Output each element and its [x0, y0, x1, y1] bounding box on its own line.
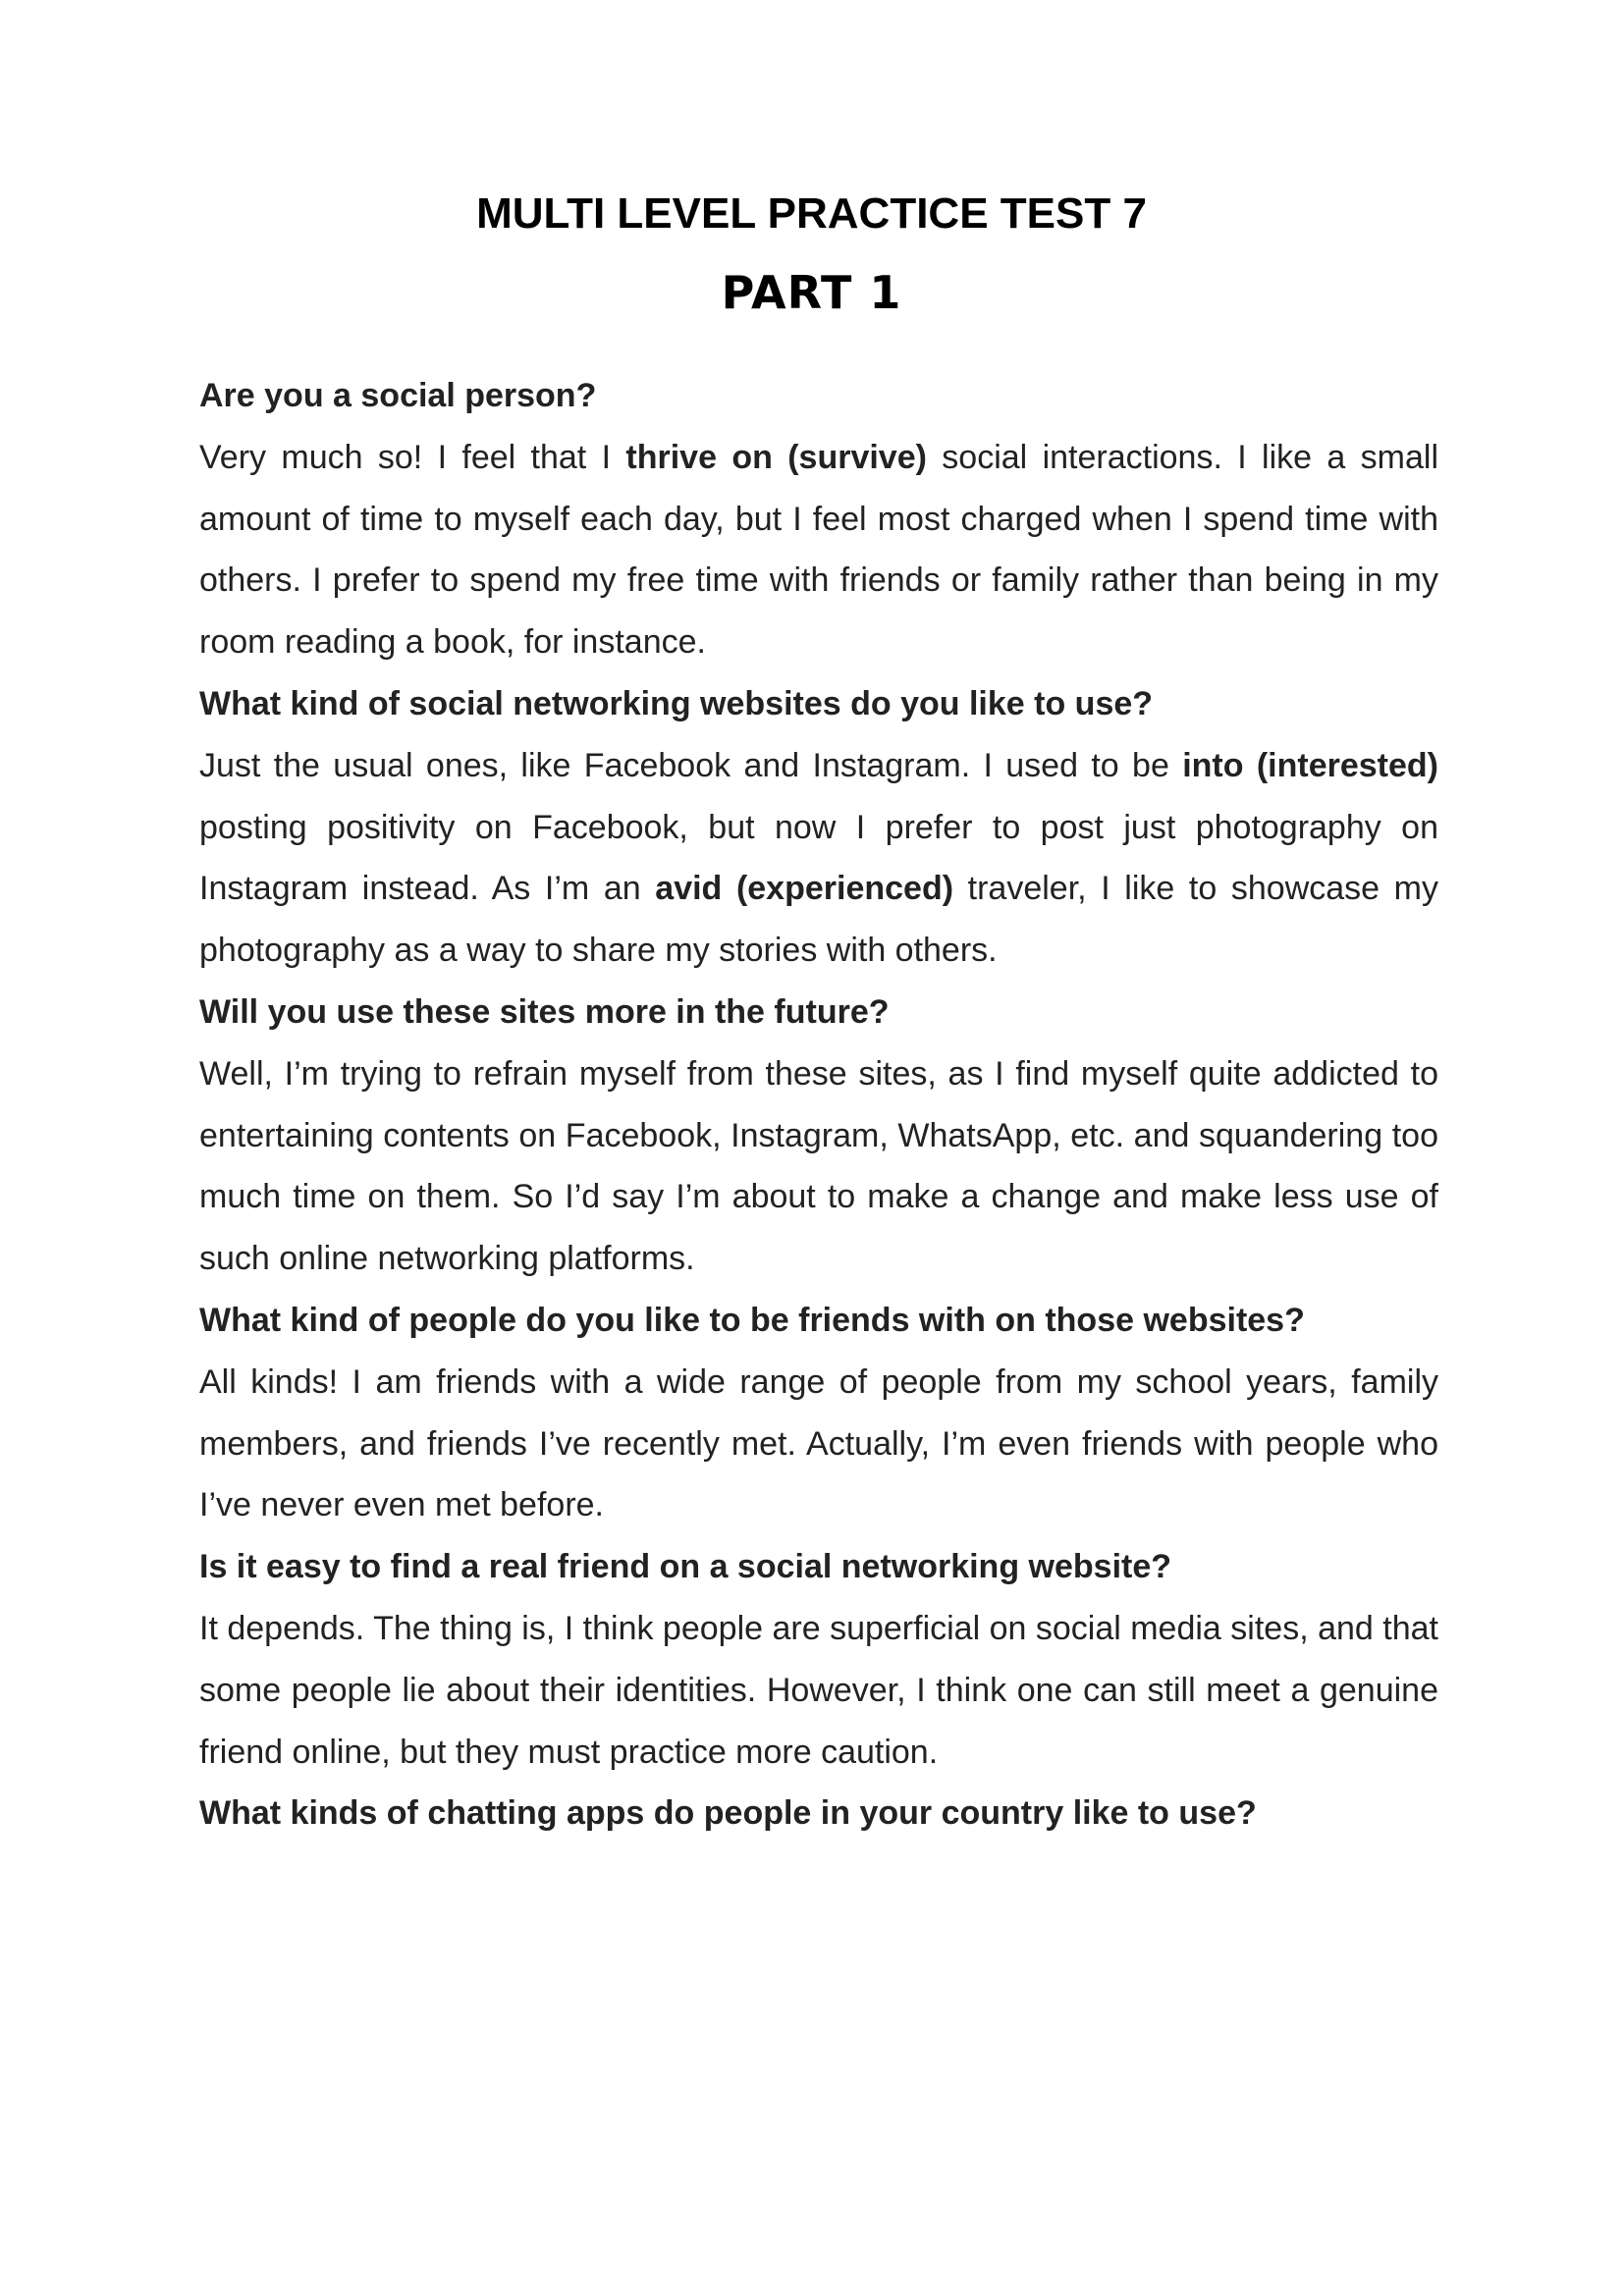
question-4: What kind of people do you like to be friends with on those websites?	[199, 1301, 1305, 1339]
question-3: Will you use these sites more in the future?	[199, 992, 890, 1031]
vocabulary-highlight: avid (experienced)	[655, 870, 954, 908]
answer-text: traveler, I like to showcase my photography as a way to share my stories with others.	[199, 870, 1439, 970]
answer-3	[199, 1043, 1438, 1290]
question-5: Is it easy to find a real friend on a social networking website?	[199, 1548, 1172, 1586]
answer-text: posting positivity on Facebook, but now I prefer to post just photography on Instagram instead. As I’m an	[199, 808, 1438, 908]
answer-text: It depends. The thing is, I think people are superficial on social media sites, and that some people lie about their identities. However, I think one can still meet a genuine friend online, but they must practice more caution.	[199, 1609, 1438, 1771]
vocabulary-highlight: into (interested)	[1182, 746, 1438, 784]
answer-text: social interactions. I like a small amount of time to myself each day, but I feel most charged when I spend time with others. I prefer to spend my free time with friends or family rather than being in my room reading a book, for instance.	[199, 438, 1438, 662]
part-heading: PART 1	[721, 266, 902, 319]
answer-2	[199, 735, 1438, 982]
answer-text: Very much so! I feel that I	[199, 438, 626, 476]
vocabulary-highlight: thrive on (survive)	[625, 438, 927, 476]
answer-text: All kinds! I am friends with a wide range of people from my school years, family members, and friends I’ve recently met. Actually, I’m even friends with people who I’ve never even met before.	[199, 1362, 1438, 1524]
answer-text: Well, I’m trying to refrain myself from these sites, as I find myself quite addicted to entertaining contents on Facebook, Instagram, WhatsApp, etc. and squandering too much time on them. So I’d say I’m about to make a change and make less use of such online networking platforms.	[199, 1054, 1438, 1278]
answer-5	[199, 1598, 1438, 1783]
question-1: Are you a social person?	[199, 377, 597, 414]
question-2: What kind of social networking websites do you like to use?	[199, 684, 1154, 722]
qa-section	[199, 365, 1438, 1844]
question-6: What kinds of chatting apps do people in your country like to use?	[199, 1794, 1257, 1833]
answer-1	[199, 427, 1438, 673]
answer-text: Just the usual ones, like Facebook and Instagram. I used to be	[199, 746, 1183, 784]
page-title: MULTI LEVEL PRACTICE TEST 7	[476, 189, 1147, 238]
answer-4	[199, 1352, 1438, 1536]
